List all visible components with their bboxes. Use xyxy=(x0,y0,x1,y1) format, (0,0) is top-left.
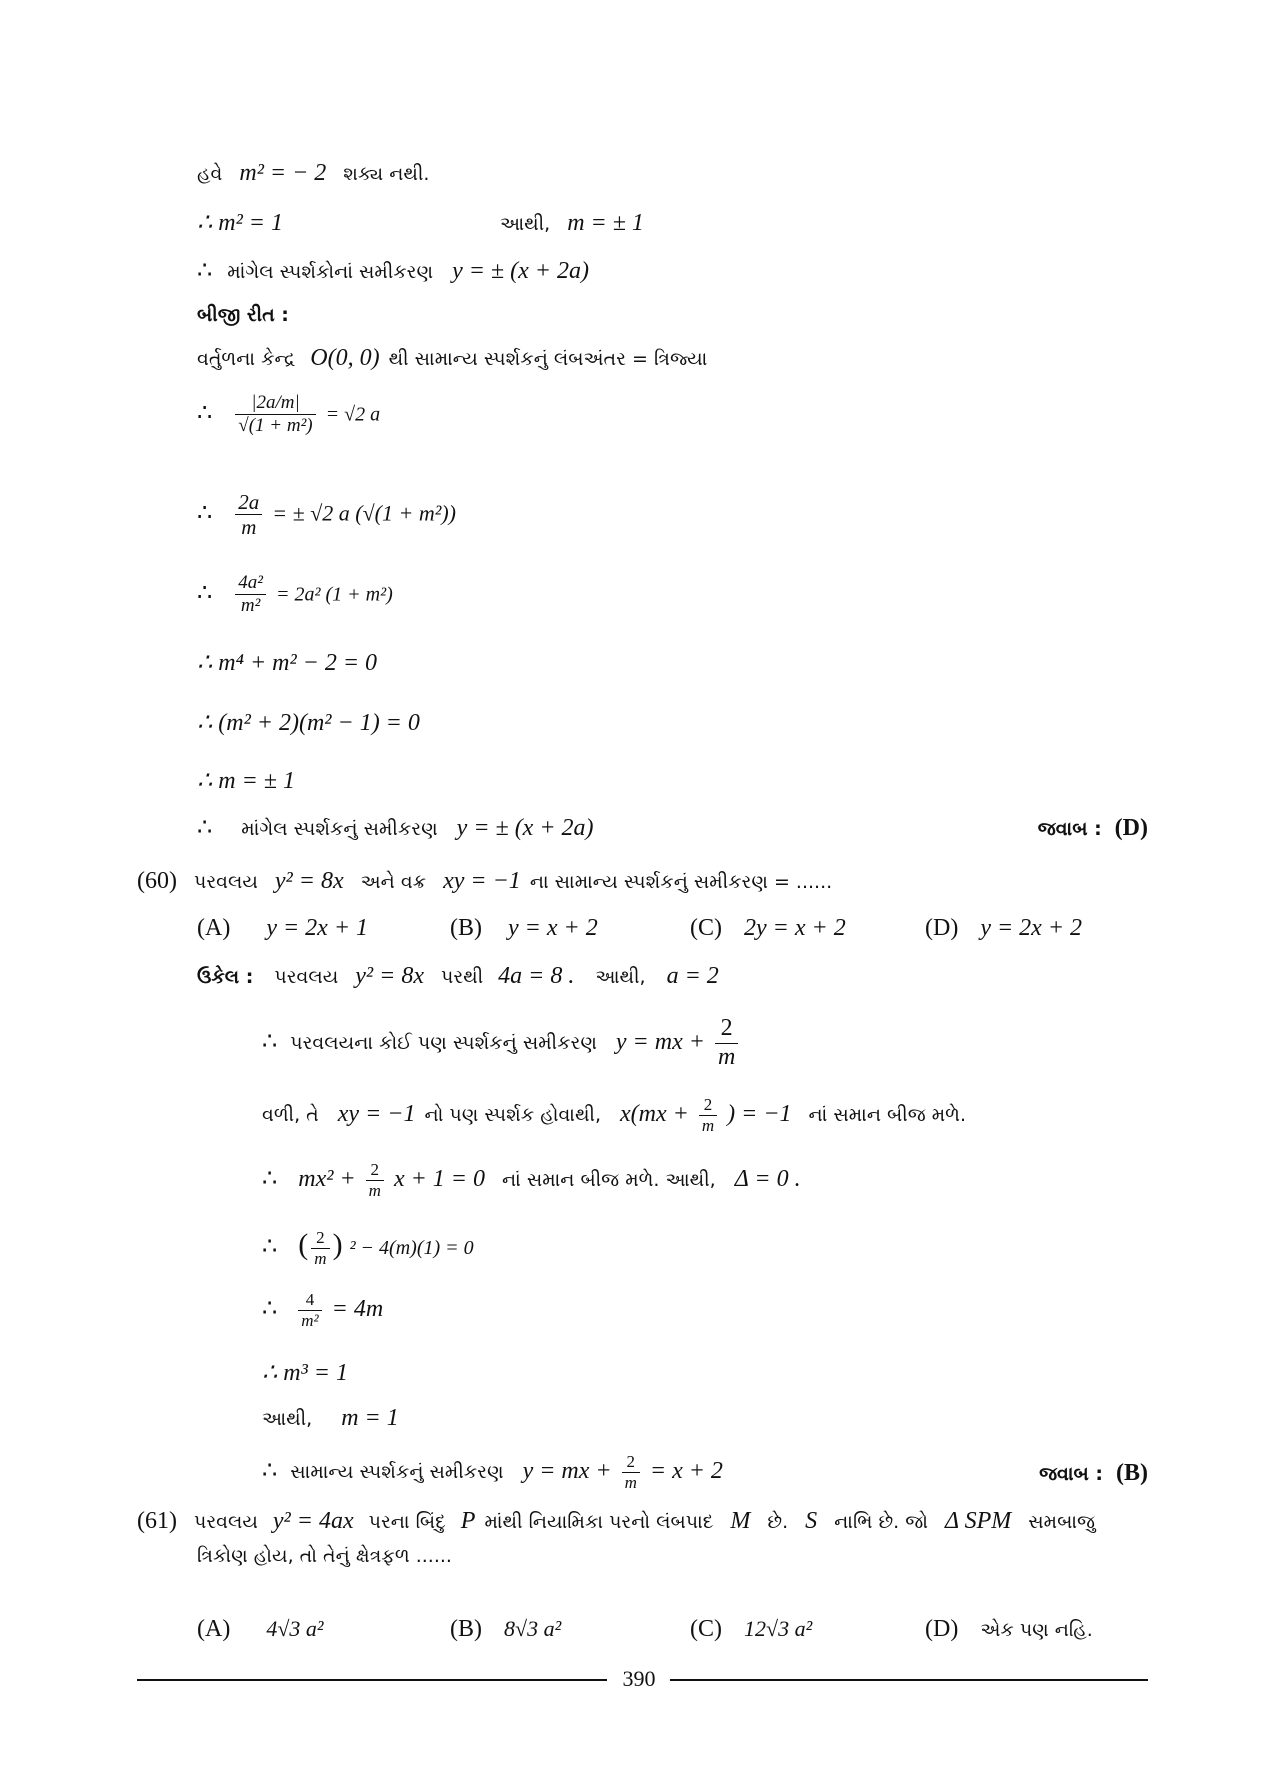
math: m² = − 2 xyxy=(239,160,327,186)
option-label: (D) xyxy=(925,915,959,941)
text: શક્ય નથી. xyxy=(343,163,430,185)
text: પરવલયના કોઈ પણ સ્પર્શકનું સમીકરણ xyxy=(290,1032,597,1055)
line-m-plus-minus-one xyxy=(500,210,644,238)
numerator: 2 xyxy=(622,1452,640,1473)
question-60 xyxy=(137,868,832,896)
denominator: √(1 + m²) xyxy=(238,414,313,436)
text: નાં સમાન બીજ મળે. આથી, xyxy=(501,1169,716,1192)
math: y² = 8x xyxy=(274,868,344,894)
fraction xyxy=(699,1095,717,1135)
math: m = ± 1 xyxy=(567,210,644,236)
fraction xyxy=(235,490,262,539)
denominator: m² xyxy=(301,1310,319,1330)
numerator: 2 xyxy=(715,1015,738,1044)
math: x(mx + xyxy=(620,1101,689,1128)
math: M xyxy=(730,1508,751,1534)
fraction xyxy=(235,572,266,617)
text: માંગેલ સ્પર્શકોનાં સમીકરણ xyxy=(227,261,434,283)
text: છે. xyxy=(767,1511,789,1533)
option-value: 2y = x + 2 xyxy=(744,915,846,941)
option-b xyxy=(450,915,598,943)
text: પરવલય xyxy=(193,1511,258,1533)
answer-60 xyxy=(1039,1460,1148,1487)
math: = √2 a xyxy=(325,403,381,426)
line-m-cubed: ∴ m³ = 1 xyxy=(262,1360,348,1386)
answer-value: (B) xyxy=(1116,1460,1148,1486)
answer-value: (D) xyxy=(1114,815,1148,841)
denominator: m xyxy=(368,1180,381,1200)
math: y² = 4ax xyxy=(272,1508,354,1534)
answer-59 xyxy=(1038,815,1148,842)
line-quartic: ∴ m⁴ + m² − 2 = 0 xyxy=(197,650,378,676)
line-distance-radius xyxy=(197,345,707,373)
page-number: 390 xyxy=(622,1666,656,1691)
option-label: (D) xyxy=(925,1616,959,1642)
denominator: m xyxy=(701,1115,715,1135)
option-a xyxy=(197,915,368,943)
fraction xyxy=(366,1160,384,1200)
numerator: 2 xyxy=(699,1095,717,1116)
option-label: (A) xyxy=(197,915,231,941)
math: S xyxy=(805,1508,818,1534)
numerator: 4a² xyxy=(235,572,266,595)
option-value: 8√3 a² xyxy=(504,1616,562,1641)
fraction xyxy=(235,392,315,437)
text: પરથી xyxy=(440,966,484,988)
denominator: m xyxy=(717,1043,736,1070)
line-parabola-tangent: ∴ પરવલયના કોઈ પણ સ્પર્શકનું સમીકરણ y = mx + $\frac{2}{m}$ xyxy=(262,1015,741,1071)
math: = ± √2 a (√(1 + m²)) xyxy=(272,500,456,526)
math: 4a = 8 . xyxy=(498,963,575,989)
math: mx² + xyxy=(298,1166,356,1193)
math: a = 2 xyxy=(666,963,719,989)
answer-label: જવાબ : xyxy=(1039,1463,1103,1485)
text: અને વક્ર xyxy=(360,871,427,893)
line-factored: ∴ (m² + 2)(m² − 1) = 0 xyxy=(197,710,420,736)
option-d xyxy=(925,915,1082,943)
math: y = ± (x + 2a) xyxy=(456,815,594,841)
therefore-symbol: ∴ xyxy=(197,258,213,284)
text: નાં સમાન બીજ મળે. xyxy=(808,1104,966,1127)
option-c xyxy=(690,1616,812,1644)
text: પરવલય xyxy=(193,871,258,893)
math: ) = −1 xyxy=(727,1101,792,1128)
text: સમબાજુ xyxy=(1028,1511,1095,1533)
solution-60-intro xyxy=(197,963,719,991)
denominator: m xyxy=(241,515,257,540)
option-label: (B) xyxy=(450,1616,482,1642)
text: પરના બિંદુ xyxy=(368,1511,446,1533)
option-a xyxy=(197,1616,324,1644)
math: ² − 4(m)(1) = 0 xyxy=(349,1237,474,1260)
math: xy = −1 xyxy=(443,868,521,894)
line-tangent-result: ∴ માંગેલ સ્પર્શકનું સમીકરણ y = ± (x + 2a) xyxy=(197,815,594,841)
math: y = mx + xyxy=(615,1029,705,1056)
line-m-squared-one: ∴ m² = 1 xyxy=(197,210,283,236)
option-value: એક પણ નહિ. xyxy=(980,1619,1093,1641)
math: m = 1 xyxy=(341,1405,399,1431)
option-value: y = 2x + 1 xyxy=(266,915,369,941)
line-discriminant: ∴ ( $\frac{2}{m}$ ) ² − 4(m)(1) = 0 xyxy=(262,1228,474,1268)
math: = 4m xyxy=(331,1296,384,1323)
line-m-squared-minus-two xyxy=(197,160,429,188)
numerator: 2a xyxy=(235,490,262,515)
math: P xyxy=(460,1508,476,1534)
math: xy = −1 xyxy=(337,1101,416,1128)
footer-rule-right xyxy=(670,1679,1148,1681)
text: આથી, xyxy=(262,1408,313,1430)
option-label: (A) xyxy=(197,1616,231,1642)
option-value: y = 2x + 2 xyxy=(980,915,1083,941)
option-label: (C) xyxy=(690,1616,722,1642)
numerator: 2 xyxy=(311,1228,329,1249)
fraction xyxy=(622,1452,640,1492)
line-distance-fraction: ∴ $\frac{|2a/m|}{\text{√(1 + m²)}}$ = √2 a xyxy=(197,392,381,436)
question-number: (60) xyxy=(137,868,177,894)
option-value: 12√3 a² xyxy=(744,1616,813,1641)
line-common-tangent: ∴ સામાન્ય સ્પર્શકનું સમીકરણ y = mx + $\frac{2}{m}$ = x + 2 xyxy=(262,1452,723,1492)
fraction xyxy=(298,1290,321,1330)
question-number: (61) xyxy=(137,1508,177,1534)
question-61 xyxy=(137,1508,1095,1536)
numerator: |2a/m| xyxy=(235,392,315,415)
text: હવે xyxy=(197,163,223,185)
text: આથી, xyxy=(595,966,646,988)
text: આથી, xyxy=(500,213,551,235)
text: વળી, તે xyxy=(262,1104,319,1127)
text: ના સામાન્ય સ્પર્શકનું સમીકરણ = ...... xyxy=(529,871,833,893)
math: = x + 2 xyxy=(649,1458,723,1485)
text: વર્તુળના કેન્દ્ર xyxy=(197,348,296,370)
footer-rule-left xyxy=(137,1679,607,1681)
numerator: 2 xyxy=(366,1160,384,1181)
math: y² = 8x xyxy=(355,963,424,989)
line-four-a-squared: ∴ $\frac{\text{4a²}}{\text{m²}}$ = 2a² (1 + m²) xyxy=(197,572,393,616)
text: નો પણ સ્પર્શક હોવાથી, xyxy=(424,1104,602,1127)
fraction xyxy=(311,1228,329,1268)
line-two-a-over-m: ∴ $\frac{2a}{m}$ = ± √2 a (√(1 + m²)) xyxy=(197,490,456,540)
numerator: 4 xyxy=(298,1290,321,1311)
denominator: m² xyxy=(240,594,261,616)
line-tangents-equation xyxy=(197,258,589,286)
line-m-value: ∴ m = ± 1 xyxy=(197,768,295,794)
line-m-equals-one xyxy=(262,1405,399,1433)
text: પરવલય xyxy=(274,966,339,988)
option-value: y = x + 2 xyxy=(508,915,598,941)
math: = 2a² (1 + m²) xyxy=(275,583,393,606)
answer-label: જવાબ : xyxy=(1037,818,1102,840)
option-c xyxy=(690,915,846,943)
question-61-continued: ત્રિકોણ હોય, તો તેનું ક્ષેત્રફળ ...... xyxy=(197,1545,452,1567)
math: Δ = 0 . xyxy=(734,1166,801,1193)
math: y = ± (x + 2a) xyxy=(452,258,589,284)
option-value: 4√3 a² xyxy=(266,1616,324,1641)
math: Δ SPM xyxy=(944,1508,1012,1534)
denominator: m xyxy=(624,1472,637,1492)
text: સામાન્ય સ્પર્શકનું સમીકરણ xyxy=(290,1461,504,1484)
alternate-method-heading: બીજી રીત : xyxy=(197,304,289,326)
text: માંગેલ સ્પર્શકનું સમીકરણ xyxy=(241,818,438,840)
fraction xyxy=(715,1015,738,1071)
solution-label: ઉકેલ : xyxy=(197,966,254,988)
option-label: (B) xyxy=(450,915,482,941)
option-d xyxy=(925,1616,1093,1644)
math: y = mx + xyxy=(522,1458,612,1485)
math: x + 1 = 0 xyxy=(393,1166,485,1193)
text: માંથી નિયામિકા પરનો લંબપાદ xyxy=(484,1511,714,1533)
line-four-over-m-squared: ∴ $\frac{4}{\text{m²}}$ = 4m xyxy=(262,1290,384,1330)
math: O(0, 0) xyxy=(310,345,380,371)
line-also-tangent xyxy=(262,1095,966,1135)
text: થી સામાન્ય સ્પર્શકનું લંબઅંતર = ત્રિજ્યા xyxy=(388,348,708,370)
option-b xyxy=(450,1616,561,1644)
option-label: (C) xyxy=(690,915,722,941)
text: નાભિ છે. જો xyxy=(834,1511,928,1533)
denominator: m xyxy=(314,1248,327,1268)
line-equal-roots: ∴ mx² + $\frac{2}{m}$ x + 1 = 0 નાં સમાન બીજ મળે. આથી, Δ = 0 . xyxy=(262,1160,801,1200)
